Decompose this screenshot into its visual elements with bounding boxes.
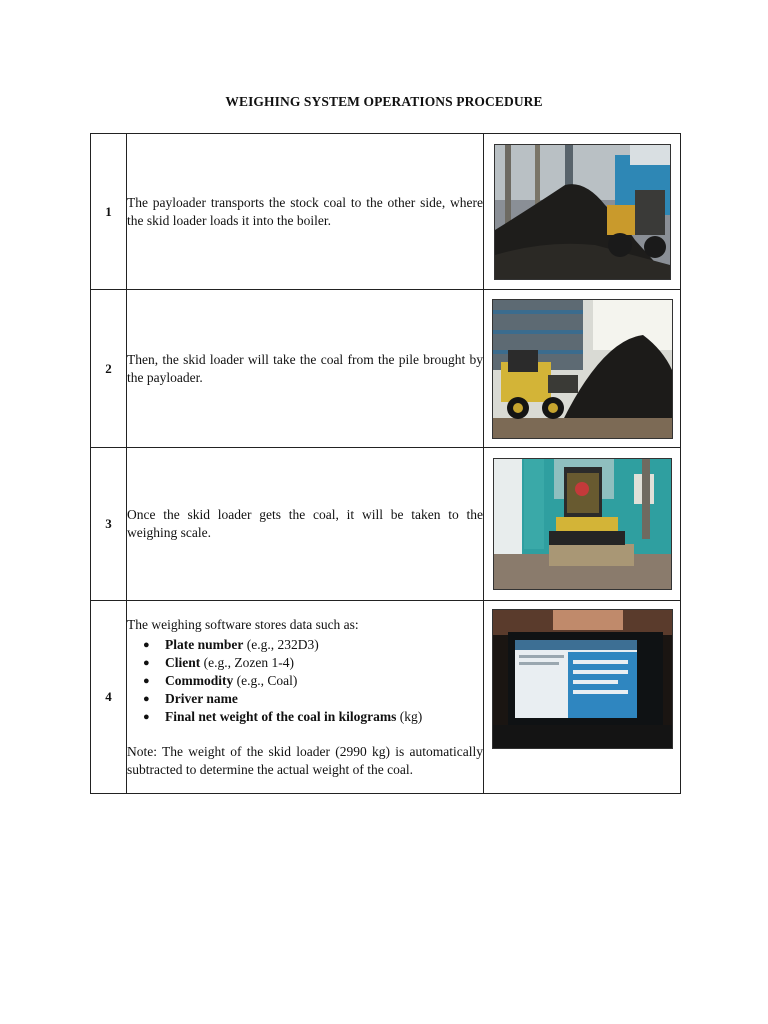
skid-loader-on-scale-photo <box>493 458 672 590</box>
step-photo-cell <box>484 601 681 794</box>
list-item <box>165 636 483 654</box>
payloader-coal-pile-photo <box>494 144 671 280</box>
step-number: 2 <box>91 290 127 448</box>
note-text: Note: The weight of the skid loader (2990 kg) is automatically subtracted to determine the actual weight of the coal. <box>127 743 483 777</box>
step-photo-cell <box>484 448 681 601</box>
step-photo-cell <box>484 290 681 448</box>
field-label: Driver name <box>165 690 238 706</box>
software-intro: The weighing software stores data such as: <box>127 616 359 632</box>
table-row <box>91 134 681 290</box>
step-description <box>127 601 484 794</box>
procedure-table <box>90 133 681 794</box>
table-row <box>91 290 681 448</box>
field-example: (kg) <box>396 708 423 724</box>
field-example: (e.g., 232D3) <box>243 636 319 652</box>
step-description: The payloader transports the stock coal to the other side, where the skid loader loads it into the boiler. <box>127 134 484 290</box>
step-number: 1 <box>91 134 127 290</box>
field-example: (e.g., Zozen 1-4) <box>200 654 294 670</box>
stored-fields-list <box>127 636 483 726</box>
step-number: 4 <box>91 601 127 794</box>
list-item <box>165 672 483 690</box>
field-label: Commodity <box>165 672 234 688</box>
field-example: (e.g., Coal) <box>233 672 298 688</box>
table-row <box>91 448 681 601</box>
list-item <box>165 690 483 708</box>
step-description: Once the skid loader gets the coal, it will be taken to the weighing scale. <box>127 448 484 601</box>
list-item <box>165 654 483 672</box>
step-photo-cell <box>484 134 681 290</box>
document-title: WEIGHING SYSTEM OPERATIONS PROCEDURE <box>225 94 543 109</box>
field-label: Client <box>165 654 201 670</box>
list-item <box>165 708 483 726</box>
field-label: Plate number <box>165 636 244 652</box>
step-description: Then, the skid loader will take the coal from the pile brought by the payloader. <box>127 290 484 448</box>
skid-loader-coal-pile-photo <box>492 299 673 439</box>
field-label: Final net weight of the coal in kilograms <box>165 708 397 724</box>
weighing-software-monitor-photo <box>492 609 673 749</box>
table-row <box>91 601 681 794</box>
step-number: 3 <box>91 448 127 601</box>
